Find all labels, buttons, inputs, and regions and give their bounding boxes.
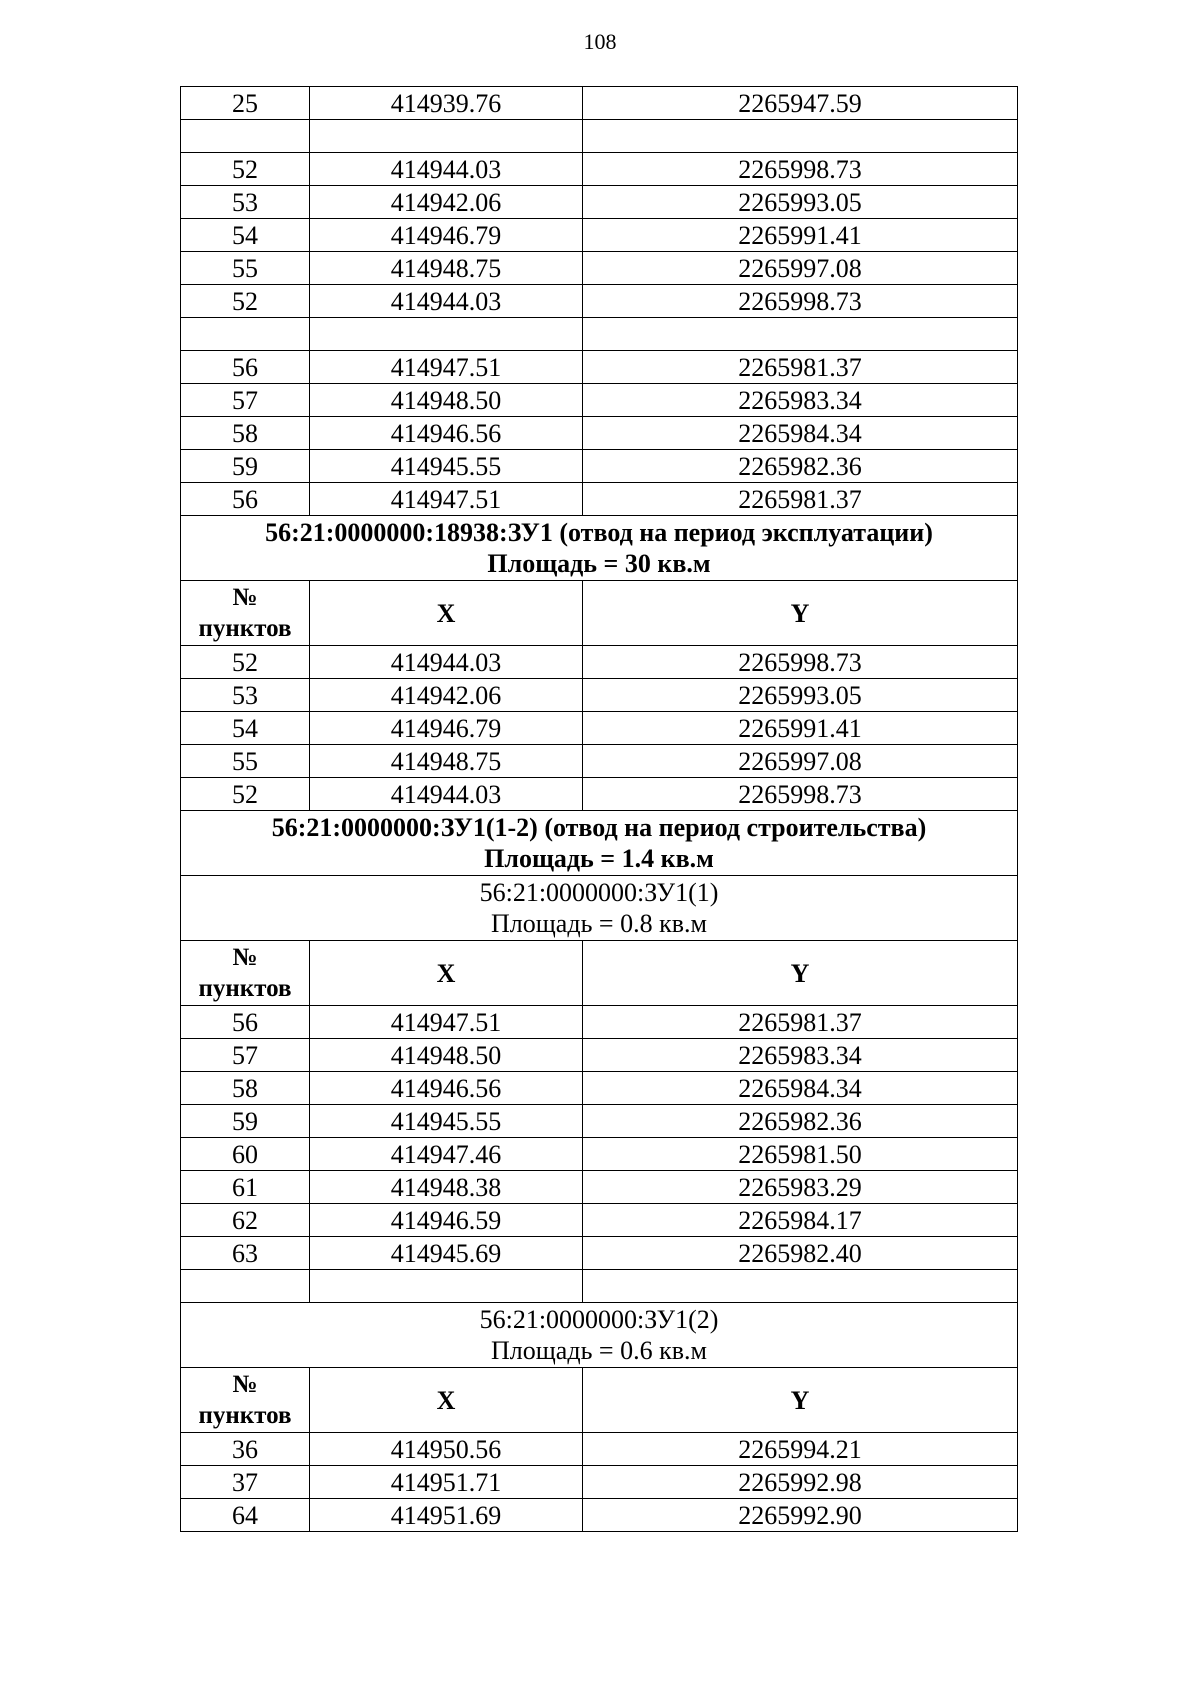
section-area-line: Площадь = 1.4 кв.м <box>484 844 714 873</box>
subsection-title-line: 56:21:0000000:ЗУ1(1) <box>479 878 719 907</box>
section-title-row <box>181 516 1018 581</box>
table-row <box>181 1499 1018 1532</box>
point-number: 52 <box>181 285 310 318</box>
table-row <box>181 87 1018 120</box>
y-coordinate: 2265991.41 <box>583 712 1018 745</box>
point-number: 36 <box>181 1433 310 1466</box>
table-row <box>181 384 1018 417</box>
table-row <box>181 745 1018 778</box>
header-point-number <box>181 941 310 1006</box>
table-row <box>181 153 1018 186</box>
point-number <box>181 120 310 153</box>
x-coordinate: 414942.06 <box>310 679 583 712</box>
point-number: 54 <box>181 219 310 252</box>
point-number <box>181 1270 310 1303</box>
table-row <box>181 1466 1018 1499</box>
table-row <box>181 285 1018 318</box>
x-coordinate: 414948.38 <box>310 1171 583 1204</box>
table-row-empty <box>181 120 1018 153</box>
x-coordinate: 414945.55 <box>310 1105 583 1138</box>
point-number: 55 <box>181 252 310 285</box>
header-x: X <box>310 941 583 1006</box>
header-num-symbol: № <box>232 1371 258 1398</box>
x-coordinate: 414946.56 <box>310 1072 583 1105</box>
section-title-row <box>181 811 1018 876</box>
header-x: X <box>310 1368 583 1433</box>
header-y: Y <box>583 581 1018 646</box>
table-row <box>181 1072 1018 1105</box>
x-coordinate: 414947.46 <box>310 1138 583 1171</box>
x-coordinate: 414945.69 <box>310 1237 583 1270</box>
header-y: Y <box>583 941 1018 1006</box>
point-number: 63 <box>181 1237 310 1270</box>
header-num-symbol: № <box>232 944 258 971</box>
table-row <box>181 252 1018 285</box>
y-coordinate: 2265981.50 <box>583 1138 1018 1171</box>
y-coordinate: 2265997.08 <box>583 745 1018 778</box>
point-number: 64 <box>181 1499 310 1532</box>
page-number: 108 <box>583 29 617 54</box>
header-y: Y <box>583 1368 1018 1433</box>
table-row <box>181 186 1018 219</box>
x-coordinate: 414944.03 <box>310 778 583 811</box>
point-number: 61 <box>181 1171 310 1204</box>
y-coordinate: 2265984.34 <box>583 417 1018 450</box>
x-coordinate: 414939.76 <box>310 87 583 120</box>
x-coordinate: 414942.06 <box>310 186 583 219</box>
x-coordinate: 414948.75 <box>310 252 583 285</box>
subsection-title-row <box>181 1303 1018 1368</box>
subsection-title-line: 56:21:0000000:ЗУ1(2) <box>479 1305 719 1334</box>
x-coordinate: 414945.55 <box>310 450 583 483</box>
coordinates-table <box>180 86 1018 1532</box>
y-coordinate: 2265991.41 <box>583 219 1018 252</box>
y-coordinate: 2265998.73 <box>583 646 1018 679</box>
y-coordinate: 2265998.73 <box>583 778 1018 811</box>
header-point-number <box>181 1368 310 1433</box>
point-number: 54 <box>181 712 310 745</box>
subsection-title <box>181 1303 1018 1368</box>
y-coordinate: 2265984.34 <box>583 1072 1018 1105</box>
point-number: 62 <box>181 1204 310 1237</box>
point-number: 52 <box>181 646 310 679</box>
subsection-area-line: Площадь = 0.8 кв.м <box>491 909 707 938</box>
table-row <box>181 712 1018 745</box>
y-coordinate: 2265998.73 <box>583 153 1018 186</box>
table-row <box>181 219 1018 252</box>
x-coordinate: 414946.56 <box>310 417 583 450</box>
header-num-symbol: № <box>232 584 258 611</box>
table-row <box>181 1138 1018 1171</box>
y-coordinate: 2265982.36 <box>583 1105 1018 1138</box>
x-coordinate: 414951.69 <box>310 1499 583 1532</box>
x-coordinate <box>310 1270 583 1303</box>
x-coordinate: 414946.79 <box>310 219 583 252</box>
x-coordinate: 414944.03 <box>310 153 583 186</box>
y-coordinate: 2265981.37 <box>583 351 1018 384</box>
point-number: 59 <box>181 450 310 483</box>
x-coordinate: 414947.51 <box>310 351 583 384</box>
y-coordinate: 2265982.40 <box>583 1237 1018 1270</box>
y-coordinate: 2265997.08 <box>583 252 1018 285</box>
point-number: 56 <box>181 483 310 516</box>
point-number: 56 <box>181 1006 310 1039</box>
section-title-line: 56:21:0000000:ЗУ1(1-2) (отвод на период строительства) <box>271 813 927 842</box>
header-x: X <box>310 581 583 646</box>
table-row <box>181 1237 1018 1270</box>
table-header-row <box>181 941 1018 1006</box>
header-point-number <box>181 581 310 646</box>
table-row <box>181 417 1018 450</box>
table-header-row <box>181 581 1018 646</box>
x-coordinate: 414944.03 <box>310 646 583 679</box>
header-num-label: пунктов <box>198 615 292 642</box>
y-coordinate: 2265983.29 <box>583 1171 1018 1204</box>
x-coordinate: 414946.79 <box>310 712 583 745</box>
header-num-label: пунктов <box>198 975 292 1002</box>
x-coordinate <box>310 120 583 153</box>
table-row <box>181 778 1018 811</box>
x-coordinate: 414948.75 <box>310 745 583 778</box>
x-coordinate: 414947.51 <box>310 1006 583 1039</box>
y-coordinate: 2265993.05 <box>583 186 1018 219</box>
x-coordinate: 414950.56 <box>310 1433 583 1466</box>
y-coordinate: 2265983.34 <box>583 1039 1018 1072</box>
point-number: 37 <box>181 1466 310 1499</box>
subsection-title <box>181 876 1018 941</box>
point-number: 25 <box>181 87 310 120</box>
x-coordinate: 414946.59 <box>310 1204 583 1237</box>
point-number: 53 <box>181 186 310 219</box>
section-area-line: Площадь = 30 кв.м <box>487 549 711 578</box>
x-coordinate: 414951.71 <box>310 1466 583 1499</box>
y-coordinate: 2265983.34 <box>583 384 1018 417</box>
y-coordinate: 2265984.17 <box>583 1204 1018 1237</box>
section-title-line: 56:21:0000000:18938:ЗУ1 (отвод на период эксплуатации) <box>265 518 933 547</box>
table-row <box>181 646 1018 679</box>
point-number: 58 <box>181 1072 310 1105</box>
point-number: 59 <box>181 1105 310 1138</box>
table-row <box>181 1433 1018 1466</box>
y-coordinate: 2265982.36 <box>583 450 1018 483</box>
table-row <box>181 483 1018 516</box>
table-row <box>181 1171 1018 1204</box>
y-coordinate: 2265992.90 <box>583 1499 1018 1532</box>
section-title <box>181 516 1018 581</box>
point-number: 55 <box>181 745 310 778</box>
y-coordinate <box>583 318 1018 351</box>
y-coordinate <box>583 1270 1018 1303</box>
y-coordinate: 2265992.98 <box>583 1466 1018 1499</box>
point-number: 57 <box>181 384 310 417</box>
subsection-title-row <box>181 876 1018 941</box>
y-coordinate: 2265947.59 <box>583 87 1018 120</box>
table-row <box>181 1105 1018 1138</box>
point-number: 52 <box>181 153 310 186</box>
point-number <box>181 318 310 351</box>
point-number: 56 <box>181 351 310 384</box>
subsection-area-line: Площадь = 0.6 кв.м <box>491 1336 707 1365</box>
table-header-row <box>181 1368 1018 1433</box>
point-number: 57 <box>181 1039 310 1072</box>
x-coordinate: 414947.51 <box>310 483 583 516</box>
point-number: 58 <box>181 417 310 450</box>
y-coordinate <box>583 120 1018 153</box>
table-row <box>181 1204 1018 1237</box>
x-coordinate: 414948.50 <box>310 1039 583 1072</box>
table-row <box>181 1039 1018 1072</box>
x-coordinate <box>310 318 583 351</box>
x-coordinate: 414948.50 <box>310 384 583 417</box>
y-coordinate: 2265981.37 <box>583 483 1018 516</box>
point-number: 52 <box>181 778 310 811</box>
table-row-empty <box>181 318 1018 351</box>
header-num-label: пунктов <box>198 1402 292 1429</box>
table-row <box>181 351 1018 384</box>
section-title <box>181 811 1018 876</box>
x-coordinate: 414944.03 <box>310 285 583 318</box>
y-coordinate: 2265998.73 <box>583 285 1018 318</box>
y-coordinate: 2265993.05 <box>583 679 1018 712</box>
table-row <box>181 1006 1018 1039</box>
point-number: 60 <box>181 1138 310 1171</box>
y-coordinate: 2265994.21 <box>583 1433 1018 1466</box>
y-coordinate: 2265981.37 <box>583 1006 1018 1039</box>
table-row-empty <box>181 1270 1018 1303</box>
table-row <box>181 450 1018 483</box>
table-row <box>181 679 1018 712</box>
point-number: 53 <box>181 679 310 712</box>
